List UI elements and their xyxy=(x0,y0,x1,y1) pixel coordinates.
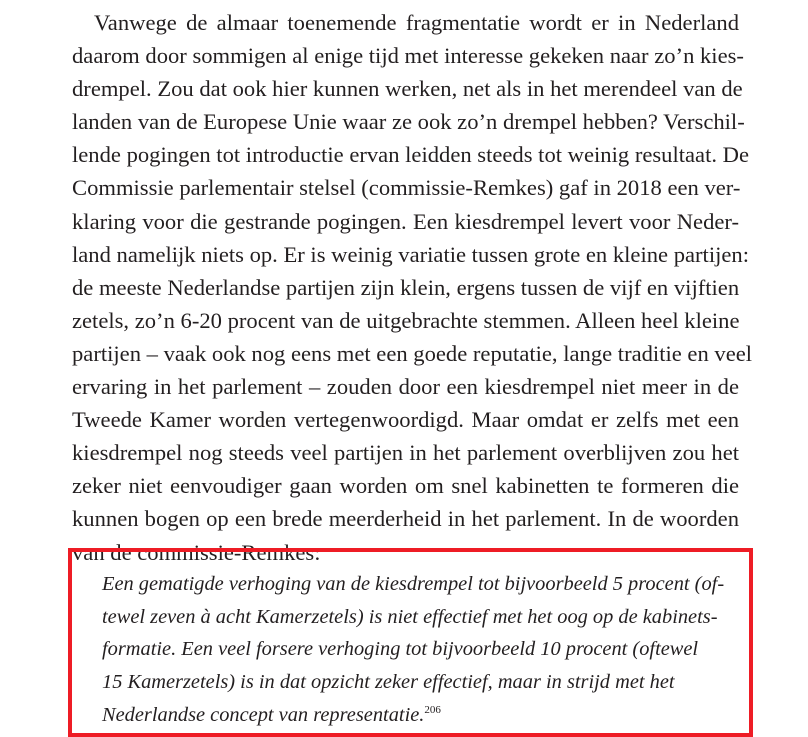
paragraph-line: kunnen bogen op een brede meerderheid in het parlement. In de woorden xyxy=(72,506,739,532)
paragraph-line: zeker niet eenvoudiger gaan worden om snel kabinetten te formeren die xyxy=(72,473,739,499)
quote-line: Nederlandse concept van representatie. xyxy=(102,703,425,726)
paragraph-line: van de commissie-Remkes: xyxy=(72,539,321,565)
paragraph-line: klaring voor die gestrande pogingen. Een kiesdrempel levert voor Neder- xyxy=(72,208,739,234)
paragraph-line: ervaring in het parlement – zouden door een kiesdrempel niet meer in de xyxy=(72,374,739,400)
paragraph-line: partijen – vaak ook nog eens met een goede reputatie, lange traditie en veel xyxy=(72,340,753,366)
paragraph-line: drempel. Zou dat ook hier kunnen werken, net als in het merendeel van de xyxy=(72,76,743,102)
paragraph-line: land namelijk niets op. Er is weinig variatie tussen grote en kleine partijen: xyxy=(72,241,749,267)
quote-line: tewel zeven à acht Kamerzetels) is niet effectief met het oog op de kabinets- xyxy=(102,605,718,628)
paragraph-line: de meeste Nederlandse partijen zijn klein, ergens tussen de vijf en vijftien xyxy=(72,274,740,300)
quote-line: 15 Kamerzetels) is in dat opzicht zeker effectief, maar in strijd met het xyxy=(102,671,675,694)
paragraph-line: landen van de Europese Unie waar ze ook zo’n drempel hebben? Verschil- xyxy=(72,109,745,135)
quote-line: Een gematigde verhoging van de kiesdrempel tot bijvoorbeeld 5 procent (of- xyxy=(102,573,725,595)
block-quote-highlight xyxy=(68,548,753,737)
body-paragraph xyxy=(72,6,753,569)
footnote-reference[interactable]: 206 xyxy=(424,703,441,716)
paragraph-line: lende pogingen tot introductie ervan leidden steeds tot weinig resultaat. De xyxy=(72,142,749,168)
paragraph-line: Tweede Kamer worden vertegenwoordigd. Maar omdat er zelfs met een xyxy=(72,407,739,433)
paragraph-line: Vanwege de almaar toenemende fragmentatie wordt er in Nederland xyxy=(94,10,739,35)
quote-last-line xyxy=(102,699,702,732)
paragraph-line: daarom door sommigen al enige tijd met interesse gekeken naar zo’n kies- xyxy=(72,43,744,69)
block-quote xyxy=(102,568,725,731)
quote-line: formatie. Een veel forsere verhoging tot bijvoorbeeld 10 procent (oftewel xyxy=(102,638,699,661)
paragraph-line: kiesdrempel nog steeds veel partijen in het parlement overblijven zou het xyxy=(72,440,739,466)
paragraph-line: zetels, zo’n 6-20 procent van de uitgebrachte stemmen. Alleen heel kleine xyxy=(72,307,740,333)
paragraph-line: Commissie parlementair stelsel (commissie-Remkes) gaf in 2018 een ver- xyxy=(72,175,741,201)
